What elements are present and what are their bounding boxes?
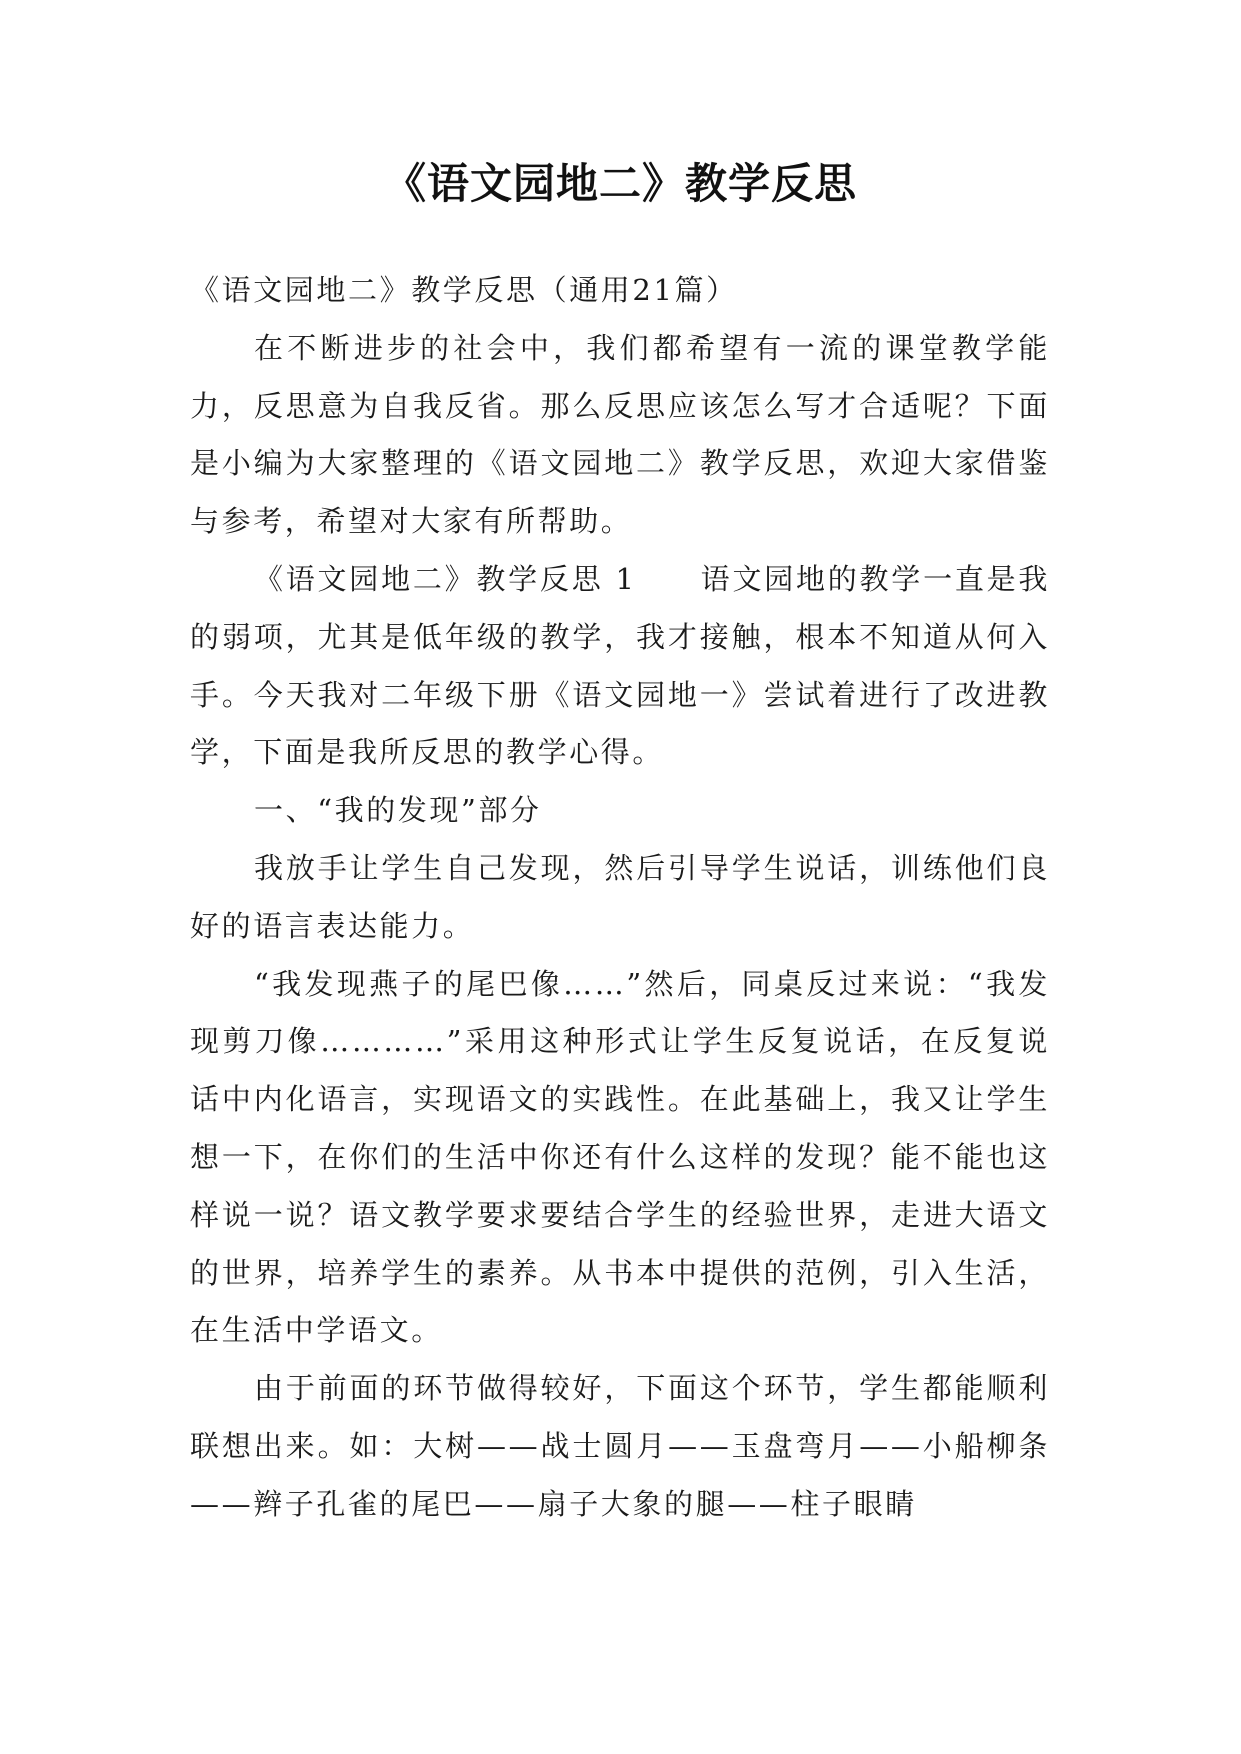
section-1-paragraph xyxy=(190,551,1050,782)
document-body xyxy=(190,262,1050,1534)
section-1-heading: 《语文园地二》教学反思 1 xyxy=(254,561,637,596)
paragraph-2: “我发现燕子的尾巴像……”然后，同桌反过来说：“我发现剪刀像…………”采用这种形式让学生反复说话，在反复说话中内化语言，实现语文的实践性。在此基础上，我又让学生想一下，在你们的生活中你还有什么这样的发现？能不能也这样说一说？语文教学要求要结合学生的经验世界，走进大语文的世界，培养学生的素养。从书本中提供的范例，引入生活，在生活中学语文。 xyxy=(190,966,1050,1348)
section-1-text: 语文园地的教学一直是我的弱项，尤其是低年级的教学，我才接触，根本不知道从何入手。今天我对二年级下册《语文园地一》尝试着进行了改进教学，下面是我所反思的教学心得。 xyxy=(190,561,1050,770)
paragraph-3: 由于前面的环节做得较好，下面这个环节，学生都能顺利联想出来。如：大树——战士圆月——玉盘弯月——小船柳条——辫子孔雀的尾巴——扇子大象的腿——柱子眼睛 xyxy=(190,1371,1050,1521)
part-1-heading: 一、“我的发现”部分 xyxy=(254,793,542,828)
document-subtitle: 《语文园地二》教学反思（通用21篇） xyxy=(190,273,738,307)
intro-paragraph: 在不断进步的社会中，我们都希望有一流的课堂教学能力，反思意为自我反省。那么反思应该怎么写才合适呢？下面是小编为大家整理的《语文园地二》教学反思，欢迎大家借鉴与参考，希望对大家有所帮助。 xyxy=(190,330,1050,539)
document-title: 《语文园地二》教学反思 xyxy=(383,159,857,208)
paragraph-1: 我放手让学生自己发现，然后引导学生说话，训练他们良好的语言表达能力。 xyxy=(190,850,1050,943)
